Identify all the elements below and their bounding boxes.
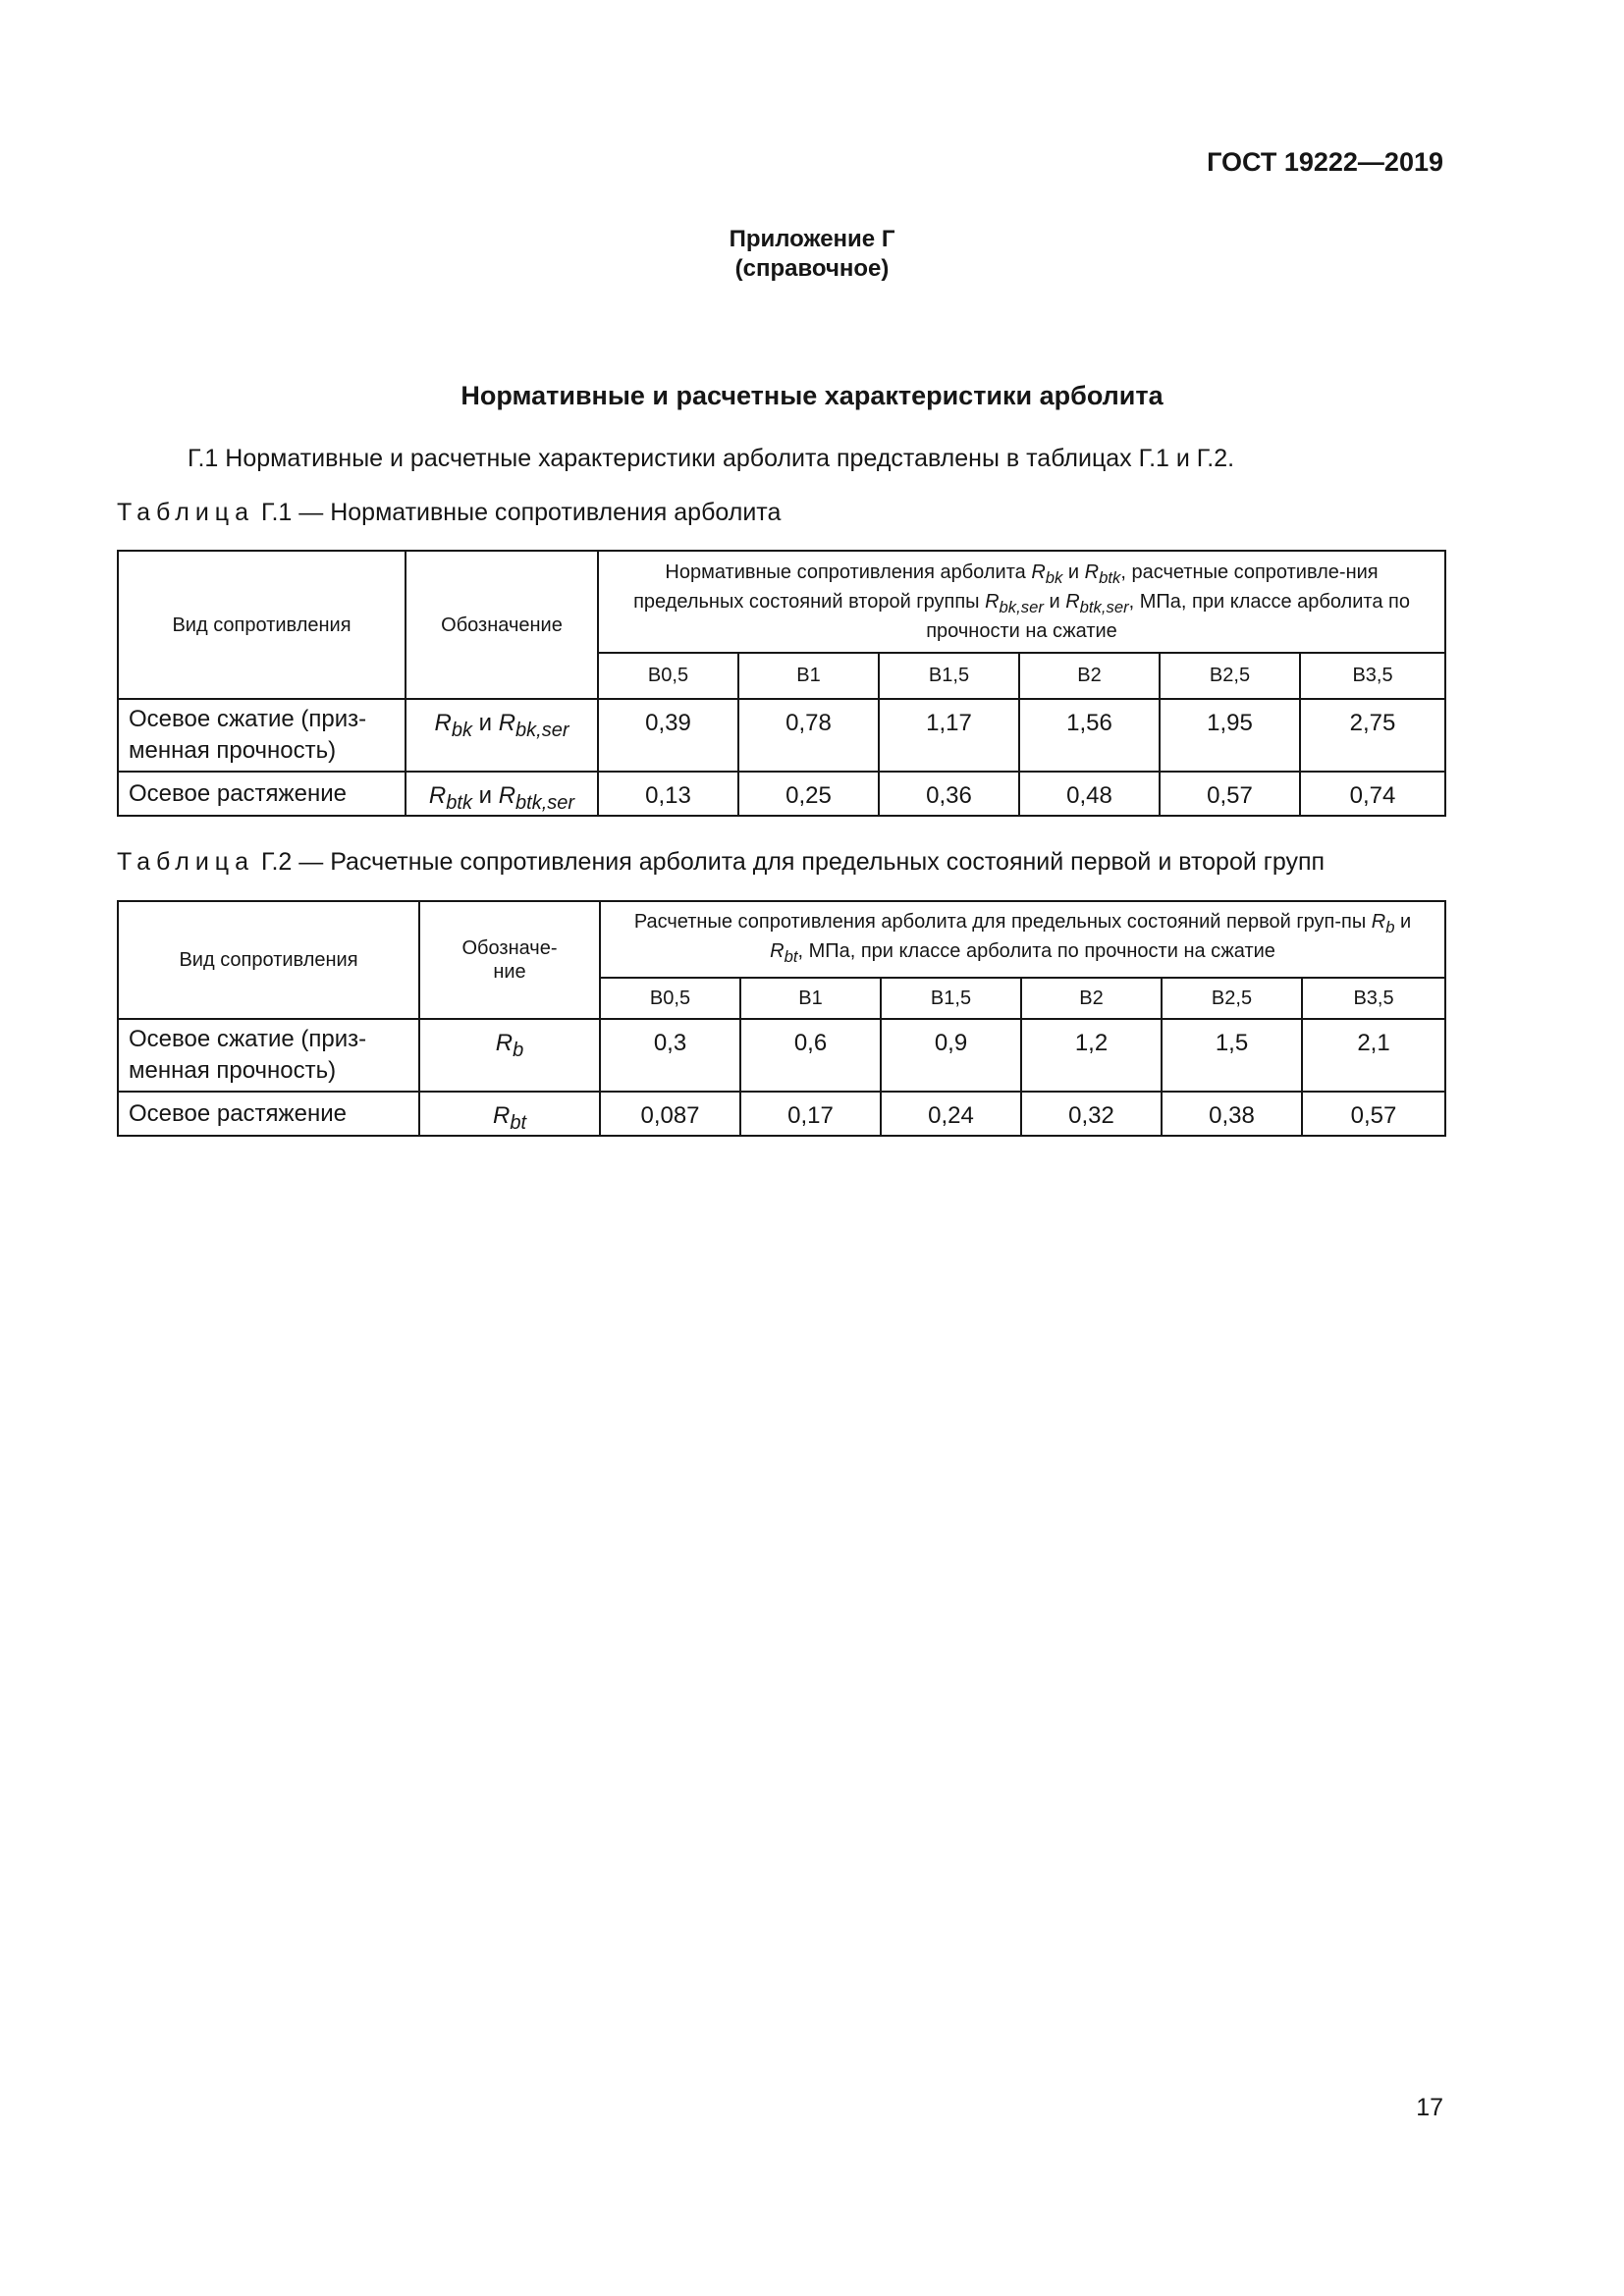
- cell-value: 1,95: [1160, 699, 1300, 772]
- table-1-class: B1,5: [879, 653, 1019, 699]
- table-1-caption: [117, 499, 781, 527]
- row-kind: Осевое сжатие (приз-менная прочность): [118, 1019, 419, 1092]
- cell-value: 0,78: [738, 699, 879, 772]
- table-2-class: B2,5: [1162, 978, 1302, 1019]
- symbol-part: R: [498, 782, 516, 809]
- document-code: ГОСТ 19222—2019: [1207, 147, 1443, 177]
- table-1-header-part: и: [1043, 591, 1066, 613]
- table-1-header-part: R: [1084, 561, 1100, 583]
- table-row: [118, 699, 1445, 772]
- cell-value: 0,39: [598, 699, 738, 772]
- table-row: [118, 1019, 1445, 1092]
- table-1-header-part: btk,ser: [1079, 598, 1129, 616]
- symbol-part: bt: [510, 1111, 527, 1134]
- cell-value: 0,13: [598, 772, 738, 816]
- table-2-caption-text: Г.2 — Расчетные сопротивления арболита для предельных состояний первой и второй групп: [254, 848, 1326, 876]
- table-2-header-kind: Вид сопротивления: [118, 901, 419, 1019]
- table-1-class: B1: [738, 653, 879, 699]
- cell-value: 2,1: [1302, 1019, 1445, 1092]
- cell-value: 0,57: [1160, 772, 1300, 816]
- table-1-header-part: Нормативные сопротивления арболита: [665, 561, 1032, 583]
- cell-value: 0,48: [1019, 772, 1160, 816]
- table-1-class: B2,5: [1160, 653, 1300, 699]
- table-1-class: B2: [1019, 653, 1160, 699]
- cell-value: 0,24: [881, 1092, 1021, 1136]
- table-2-header-part: R: [770, 940, 785, 962]
- table-1: [117, 550, 1446, 817]
- symbol-part: и: [471, 710, 499, 736]
- table-2-header-part: Расчетные сопротивления арболита для предельных состояний первой груп-пы: [633, 911, 1372, 933]
- cell-value: 0,25: [738, 772, 879, 816]
- section-title: Нормативные и расчетные характеристики арболита: [460, 381, 1164, 410]
- cell-value: 0,9: [881, 1019, 1021, 1092]
- table-2-class: B0,5: [600, 978, 740, 1019]
- cell-value: 0,57: [1302, 1092, 1445, 1136]
- table-1-header-group: [598, 551, 1445, 653]
- table-1-header-part: , МПа, при классе арболита по прочности на сжатие: [926, 591, 1410, 642]
- symbol-part: btk: [446, 791, 472, 814]
- page-number: 17: [1416, 2094, 1443, 2121]
- cell-value: 0,32: [1021, 1092, 1162, 1136]
- table-1-class: B0,5: [598, 653, 738, 699]
- table-2-caption: [117, 848, 1325, 877]
- symbol-part: R: [498, 710, 516, 736]
- appendix-heading: [0, 225, 1624, 284]
- intro-paragraph: Г.1 Нормативные и расчетные характеристики арболита представлены в таблицах Г.1 и Г.2.: [188, 445, 1235, 472]
- cell-value: 0,74: [1300, 772, 1445, 816]
- table-1-header-kind: Вид сопротивления: [118, 551, 406, 699]
- row-kind: Осевое растяжение: [118, 1092, 419, 1136]
- table-2-caption-prefix: Таблица: [117, 848, 255, 876]
- cell-value: 1,56: [1019, 699, 1160, 772]
- cell-value: 0,087: [600, 1092, 740, 1136]
- table-row: [118, 772, 1445, 816]
- cell-value: 1,5: [1162, 1019, 1302, 1092]
- table-2-header-part: bt: [784, 947, 798, 966]
- row-kind: Осевое сжатие (приз-менная прочность): [118, 699, 406, 772]
- cell-value: 0,6: [740, 1019, 881, 1092]
- table-1-header-part: R: [985, 591, 1000, 613]
- symbol-part: btk,ser: [515, 791, 575, 814]
- table-2-header-part: b: [1385, 918, 1395, 936]
- table-2-header-group: [600, 901, 1445, 978]
- symbol-part: и: [471, 782, 499, 809]
- table-row: [118, 1092, 1445, 1136]
- row-symbol: [406, 699, 598, 772]
- row-symbol: [419, 1092, 600, 1136]
- table-2-header-part: и: [1394, 911, 1412, 933]
- cell-value: 2,75: [1300, 699, 1445, 772]
- table-2-class: B1,5: [881, 978, 1021, 1019]
- symbol-part: R: [492, 1102, 511, 1129]
- row-symbol: [419, 1019, 600, 1092]
- table-2-class: B1: [740, 978, 881, 1019]
- table-1-header-part: bk: [1045, 568, 1063, 587]
- symbol-part: b: [513, 1039, 524, 1061]
- table-1-header-part: R: [1065, 591, 1080, 613]
- table-1-caption-text: Г.1 — Нормативные сопротивления арболита: [254, 499, 782, 526]
- table-1-header-part: bk,ser: [999, 598, 1044, 616]
- symbol-part: R: [428, 782, 447, 809]
- symbol-part: R: [495, 1030, 514, 1056]
- table-2-header-part: R: [1371, 911, 1386, 933]
- table-1-header-symbol: Обозначение: [406, 551, 598, 699]
- appendix-title: Приложение Г: [729, 226, 895, 252]
- table-1-class: B3,5: [1300, 653, 1445, 699]
- table-2-class: B3,5: [1302, 978, 1445, 1019]
- symbol-part: bk,ser: [515, 719, 569, 741]
- appendix-subtitle: (справочное): [734, 255, 890, 282]
- table-1-header-part: btk: [1099, 568, 1121, 587]
- cell-value: 1,2: [1021, 1019, 1162, 1092]
- symbol-part: bk: [451, 719, 472, 741]
- row-kind: Осевое растяжение: [118, 772, 406, 816]
- row-symbol: [406, 772, 598, 816]
- cell-value: 1,17: [879, 699, 1019, 772]
- table-2-header-symbol: Обозначе-ние: [419, 901, 600, 1019]
- cell-value: 0,36: [879, 772, 1019, 816]
- table-2-header-part: , МПа, при классе арболита по прочности на сжатие: [797, 940, 1275, 962]
- table-1-header-part: и: [1062, 561, 1085, 583]
- symbol-part: R: [434, 710, 452, 736]
- cell-value: 0,3: [600, 1019, 740, 1092]
- table-1-header-part: R: [1031, 561, 1046, 583]
- cell-value: 0,38: [1162, 1092, 1302, 1136]
- table-2-class: B2: [1021, 978, 1162, 1019]
- table-1-header-part: , расчетные сопротивле-ния предельных состояний второй группы: [633, 561, 1379, 613]
- cell-value: 0,17: [740, 1092, 881, 1136]
- table-1-caption-prefix: Таблица: [117, 499, 255, 526]
- table-2: [117, 900, 1446, 1137]
